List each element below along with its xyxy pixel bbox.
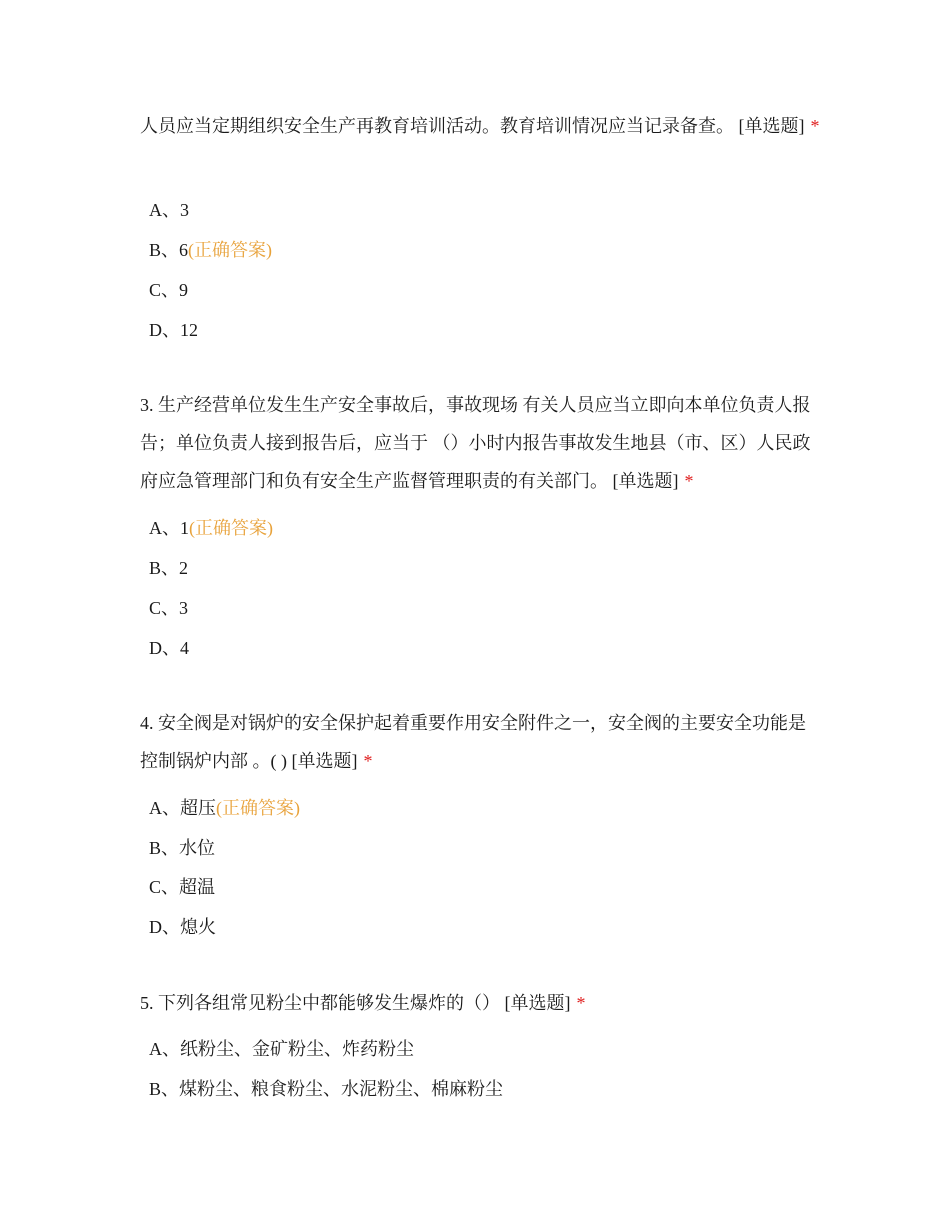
option-label: C、超温 bbox=[149, 877, 216, 897]
option-label: D、4 bbox=[149, 638, 189, 658]
option-label: A、1 bbox=[149, 518, 189, 538]
option-label: B、煤粉尘、粮食粉尘、水泥粉尘、棉麻粉尘 bbox=[149, 1079, 504, 1099]
option-label: B、2 bbox=[149, 558, 189, 578]
question-4 bbox=[140, 704, 820, 780]
option-d bbox=[149, 318, 198, 342]
question-text: 3. 生产经营单位发生生产安全事故后，事故现场 有关人员应当立即向本单位负责人报告；单位负责人接到报告后，应当于 （）小时内报告事故发生地县（市、区）人民政府应急管理部门和负有安全生产监督管理职责的有关部门。 bbox=[140, 395, 811, 491]
question-type-tag: [单选题] bbox=[504, 993, 571, 1013]
option-b bbox=[149, 556, 188, 580]
question-type-tag: [单选题] bbox=[612, 471, 679, 491]
option-a bbox=[149, 1037, 414, 1061]
correct-answer-note: (正确答案) bbox=[188, 240, 273, 260]
required-mark: * bbox=[810, 116, 820, 136]
option-c bbox=[149, 596, 188, 620]
option-c bbox=[149, 278, 188, 302]
question-text: 5. 下列各组常见粉尘中都能够发生爆炸的（） bbox=[140, 993, 500, 1013]
option-a bbox=[149, 516, 273, 540]
correct-answer-note: (正确答案) bbox=[216, 798, 300, 818]
option-label: B、水位 bbox=[149, 838, 216, 858]
option-d bbox=[149, 915, 216, 939]
question-type-tag: [单选题] bbox=[738, 116, 805, 136]
option-b bbox=[149, 238, 272, 262]
option-c bbox=[149, 875, 215, 899]
option-a bbox=[149, 198, 189, 222]
required-mark: * bbox=[363, 751, 373, 771]
option-d bbox=[149, 636, 189, 660]
question-3 bbox=[140, 386, 820, 500]
option-label: A、超压 bbox=[149, 798, 216, 818]
option-b bbox=[149, 1077, 503, 1101]
option-label: C、3 bbox=[149, 598, 189, 618]
question-type-tag: [单选题] bbox=[291, 751, 358, 771]
question-1 bbox=[140, 107, 820, 145]
option-label: C、9 bbox=[149, 280, 189, 300]
option-b bbox=[149, 836, 215, 860]
question-text: 人员应当定期组织安全生产再教育培训活动。教育培训情况应当记录备查。 bbox=[140, 116, 734, 136]
correct-answer-note: (正确答案) bbox=[189, 518, 273, 538]
option-label: A、3 bbox=[149, 200, 189, 220]
question-text: 4. 安全阀是对锅炉的安全保护起着重要作用安全附件之一，安全阀的主要安全功能是控制锅炉内部 。( ) bbox=[140, 713, 806, 771]
required-mark: * bbox=[684, 471, 694, 491]
option-label: A、纸粉尘、金矿粉尘、炸药粉尘 bbox=[149, 1039, 414, 1059]
option-label: B、6 bbox=[149, 240, 189, 260]
question-5 bbox=[140, 984, 820, 1022]
option-label: D、熄火 bbox=[149, 917, 216, 937]
required-mark: * bbox=[576, 993, 586, 1013]
option-a bbox=[149, 796, 300, 820]
option-label: D、12 bbox=[149, 320, 198, 340]
